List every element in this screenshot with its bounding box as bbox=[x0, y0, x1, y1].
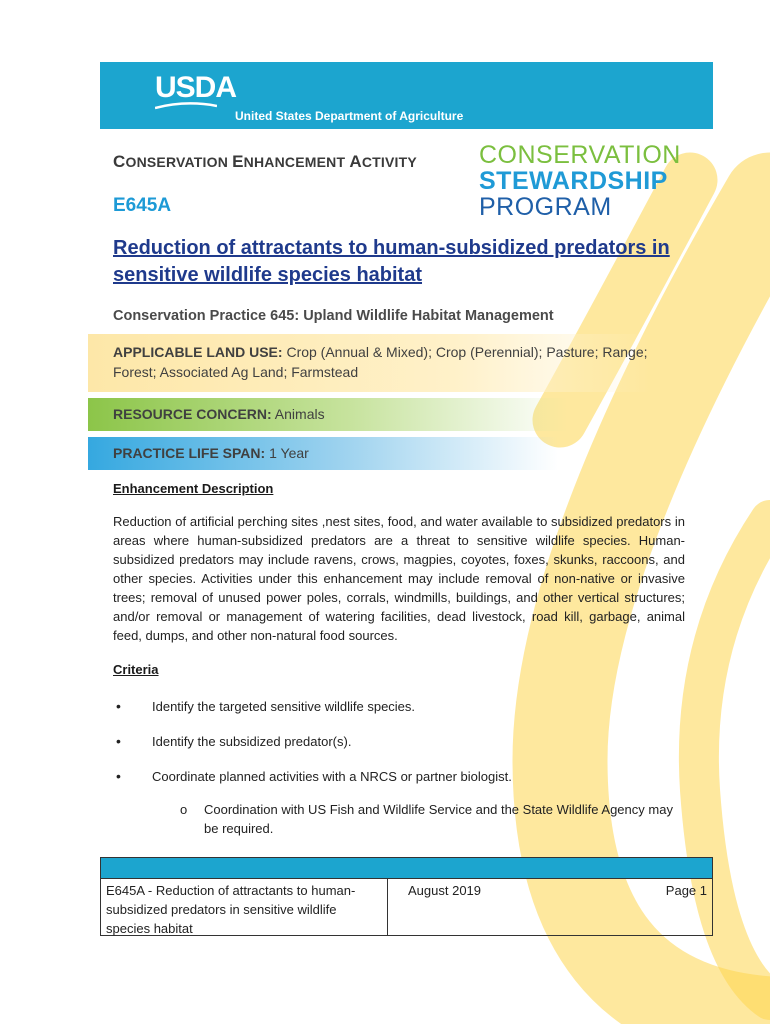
agency-name: United States Department of Agriculture bbox=[235, 109, 464, 123]
document-title: Reduction of attractants to human-subsidized predators in sensitive wildlife species habitat bbox=[113, 237, 670, 286]
footer-date: August 2019 bbox=[408, 883, 482, 898]
usda-logo: USDA bbox=[155, 71, 237, 104]
criteria-heading: Criteria bbox=[113, 662, 159, 677]
footer-table bbox=[100, 857, 713, 936]
bullet-icon: • bbox=[116, 733, 121, 749]
enhancement-code: E645A bbox=[113, 195, 172, 216]
practice-life-span: PRACTICE LIFE SPAN: 1 Year bbox=[88, 437, 558, 470]
resource-concern: RESOURCE CONCERN: Animals bbox=[88, 398, 568, 431]
footer-page-number: Page 1 bbox=[665, 883, 707, 898]
usda-header-banner bbox=[100, 62, 713, 129]
circle-bullet-icon: o bbox=[180, 802, 188, 817]
applicable-land-use: APPLICABLE LAND USE: Crop (Annual & Mixed); Crop (Perennial); Pasture; Range; Forest; Associated Ag Land; Farmstead bbox=[88, 334, 651, 392]
bullet-icon: • bbox=[116, 768, 121, 784]
footer-document-title: E645A - Reduction of attractants to human-subsidized predators in sensitive wildlife species habitat bbox=[101, 879, 388, 935]
footer-header-bar bbox=[101, 858, 712, 879]
bullet-icon: • bbox=[116, 698, 121, 714]
csp-program-logo: CONSERVATION STEWARDSHIP PROGRAM bbox=[479, 141, 681, 221]
enhancement-description-text: Reduction of artificial perching sites ,nest sites, food, and water available to subsidized predators in areas where human-subsidized predators are a threat to sensitive wildlife species. Human-subsidized predators may include ravens, crows, magpies, coyotes, foxes, skunks, raccoons, and other species. Activities under this enhancement may include removal of non-native or invasive trees; removal of unused power poles, corrals, windmills, buildings, and other vertical structures; and/or removal or management of watering facilities, dead livestock, road kill, garbage, animal feed, dumps, and other non-natural food sources. bbox=[113, 514, 685, 643]
enhancement-description-heading: Enhancement Description bbox=[113, 481, 274, 496]
usda-logo-swoosh-icon bbox=[155, 102, 217, 110]
conservation-practice: Conservation Practice 645: Upland Wildlife Habitat Management bbox=[113, 308, 554, 324]
activity-type-label: CONSERVATION ENHANCEMENT ACTIVITY bbox=[113, 152, 417, 171]
